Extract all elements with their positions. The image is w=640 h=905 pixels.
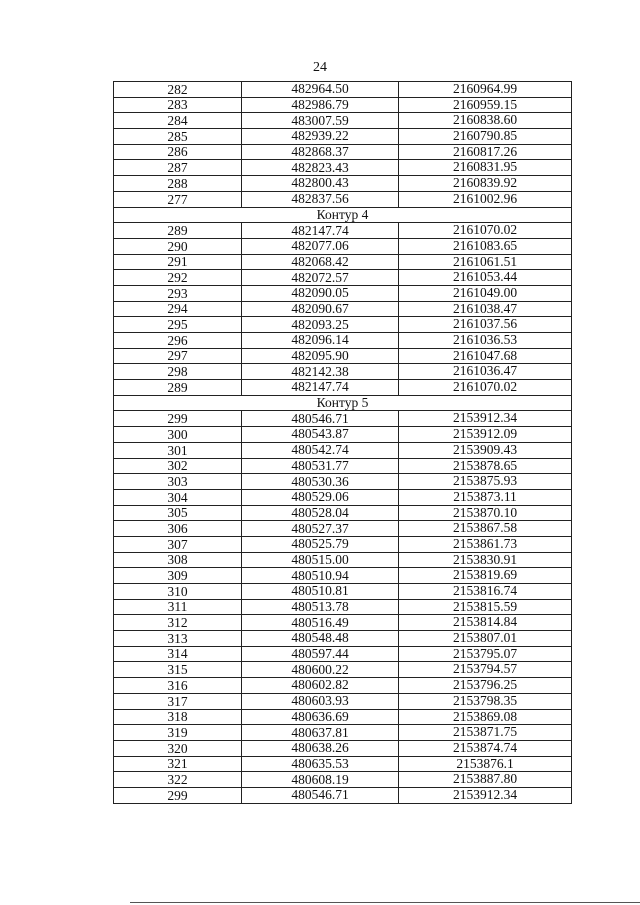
x-coordinate-cell: 480543.87 <box>242 427 399 443</box>
x-coordinate-cell: 480513.78 <box>242 599 399 615</box>
x-coordinate-cell: 480546.71 <box>242 411 399 427</box>
table-row <box>114 270 572 286</box>
table-row <box>114 82 572 98</box>
y-coordinate-cell: 2153795.07 <box>399 646 572 662</box>
point-number-cell: 311 <box>114 599 242 615</box>
table-row <box>114 176 572 192</box>
table-row <box>114 756 572 772</box>
point-number-cell: 298 <box>114 364 242 380</box>
table-row <box>114 709 572 725</box>
table-row <box>114 317 572 333</box>
point-number-cell: 294 <box>114 301 242 317</box>
point-number-cell: 299 <box>114 411 242 427</box>
y-coordinate-cell: 2161070.02 <box>399 223 572 239</box>
table-row <box>114 662 572 678</box>
table-row <box>114 254 572 270</box>
point-number-cell: 288 <box>114 176 242 192</box>
table-row <box>114 693 572 709</box>
table-row <box>114 333 572 349</box>
x-coordinate-cell: 482837.56 <box>242 191 399 207</box>
y-coordinate-cell: 2153807.01 <box>399 631 572 647</box>
y-coordinate-cell: 2153870.10 <box>399 505 572 521</box>
table-row <box>114 599 572 615</box>
y-coordinate-cell: 2153794.57 <box>399 662 572 678</box>
y-coordinate-cell: 2161038.47 <box>399 301 572 317</box>
x-coordinate-cell: 482077.06 <box>242 238 399 254</box>
y-coordinate-cell: 2153830.91 <box>399 552 572 568</box>
point-number-cell: 302 <box>114 458 242 474</box>
x-coordinate-cell: 480531.77 <box>242 458 399 474</box>
table-row <box>114 411 572 427</box>
x-coordinate-cell: 480597.44 <box>242 646 399 662</box>
x-coordinate-cell: 482823.43 <box>242 160 399 176</box>
point-number-cell: 316 <box>114 678 242 694</box>
x-coordinate-cell: 480527.37 <box>242 521 399 537</box>
x-coordinate-cell: 480525.79 <box>242 536 399 552</box>
point-number-cell: 282 <box>114 82 242 98</box>
x-coordinate-cell: 480548.48 <box>242 631 399 647</box>
x-coordinate-cell: 480516.49 <box>242 615 399 631</box>
y-coordinate-cell: 2161036.47 <box>399 364 572 380</box>
y-coordinate-cell: 2153912.09 <box>399 427 572 443</box>
table-row <box>114 160 572 176</box>
table-row <box>114 113 572 129</box>
table-row <box>114 631 572 647</box>
y-coordinate-cell: 2153798.35 <box>399 693 572 709</box>
y-coordinate-cell: 2153875.93 <box>399 474 572 490</box>
x-coordinate-cell: 480638.26 <box>242 740 399 756</box>
point-number-cell: 321 <box>114 756 242 772</box>
x-coordinate-cell: 480528.04 <box>242 505 399 521</box>
x-coordinate-cell: 482868.37 <box>242 144 399 160</box>
point-number-cell: 307 <box>114 536 242 552</box>
point-number-cell: 289 <box>114 223 242 239</box>
table-row <box>114 97 572 113</box>
table-row <box>114 129 572 145</box>
point-number-cell: 319 <box>114 725 242 741</box>
point-number-cell: 292 <box>114 270 242 286</box>
point-number-cell: 318 <box>114 709 242 725</box>
table-row <box>114 238 572 254</box>
point-number-cell: 315 <box>114 662 242 678</box>
table-row <box>114 348 572 364</box>
point-number-cell: 291 <box>114 254 242 270</box>
y-coordinate-cell: 2153912.34 <box>399 411 572 427</box>
y-coordinate-cell: 2153796.25 <box>399 678 572 694</box>
point-number-cell: 277 <box>114 191 242 207</box>
x-coordinate-cell: 480529.06 <box>242 489 399 505</box>
y-coordinate-cell: 2153876.1 <box>399 756 572 772</box>
point-number-cell: 317 <box>114 693 242 709</box>
table-row <box>114 678 572 694</box>
x-coordinate-cell: 480602.82 <box>242 678 399 694</box>
point-number-cell: 308 <box>114 552 242 568</box>
x-coordinate-cell: 482800.43 <box>242 176 399 192</box>
y-coordinate-cell: 2161061.51 <box>399 254 572 270</box>
page-bottom-rule <box>130 902 640 903</box>
table-row <box>114 474 572 490</box>
table-row <box>114 380 572 396</box>
x-coordinate-cell: 480510.81 <box>242 584 399 600</box>
table-row <box>114 191 572 207</box>
contour-label: Контур 4 <box>114 207 572 223</box>
x-coordinate-cell: 482986.79 <box>242 97 399 113</box>
x-coordinate-cell: 480635.53 <box>242 756 399 772</box>
y-coordinate-cell: 2153873.11 <box>399 489 572 505</box>
table-row <box>114 489 572 505</box>
y-coordinate-cell: 2160964.99 <box>399 82 572 98</box>
point-number-cell: 285 <box>114 129 242 145</box>
y-coordinate-cell: 2161036.53 <box>399 333 572 349</box>
y-coordinate-cell: 2153909.43 <box>399 442 572 458</box>
y-coordinate-cell: 2160831.95 <box>399 160 572 176</box>
table-row <box>114 787 572 803</box>
point-number-cell: 284 <box>114 113 242 129</box>
x-coordinate-cell: 483007.59 <box>242 113 399 129</box>
table-row <box>114 223 572 239</box>
point-number-cell: 283 <box>114 97 242 113</box>
table-row <box>114 552 572 568</box>
contour-header-row <box>114 395 572 411</box>
y-coordinate-cell: 2161083.65 <box>399 238 572 254</box>
x-coordinate-cell: 480636.69 <box>242 709 399 725</box>
point-number-cell: 303 <box>114 474 242 490</box>
point-number-cell: 320 <box>114 740 242 756</box>
y-coordinate-cell: 2153815.59 <box>399 599 572 615</box>
y-coordinate-cell: 2153867.58 <box>399 521 572 537</box>
y-coordinate-cell: 2160959.15 <box>399 97 572 113</box>
x-coordinate-cell: 482096.14 <box>242 333 399 349</box>
point-number-cell: 300 <box>114 427 242 443</box>
y-coordinate-cell: 2153887.80 <box>399 772 572 788</box>
x-coordinate-cell: 480600.22 <box>242 662 399 678</box>
x-coordinate-cell: 482090.05 <box>242 285 399 301</box>
y-coordinate-cell: 2153871.75 <box>399 725 572 741</box>
point-number-cell: 301 <box>114 442 242 458</box>
coordinates-table-body <box>114 82 572 804</box>
x-coordinate-cell: 482939.22 <box>242 129 399 145</box>
point-number-cell: 299 <box>114 787 242 803</box>
point-number-cell: 295 <box>114 317 242 333</box>
table-row <box>114 427 572 443</box>
x-coordinate-cell: 480530.36 <box>242 474 399 490</box>
table-row <box>114 458 572 474</box>
x-coordinate-cell: 482093.25 <box>242 317 399 333</box>
point-number-cell: 314 <box>114 646 242 662</box>
x-coordinate-cell: 480546.71 <box>242 787 399 803</box>
point-number-cell: 304 <box>114 489 242 505</box>
contour-header-row <box>114 207 572 223</box>
y-coordinate-cell: 2161053.44 <box>399 270 572 286</box>
table-row <box>114 740 572 756</box>
y-coordinate-cell: 2160817.26 <box>399 144 572 160</box>
y-coordinate-cell: 2153912.34 <box>399 787 572 803</box>
x-coordinate-cell: 480542.74 <box>242 442 399 458</box>
point-number-cell: 312 <box>114 615 242 631</box>
point-number-cell: 286 <box>114 144 242 160</box>
point-number-cell: 322 <box>114 772 242 788</box>
point-number-cell: 313 <box>114 631 242 647</box>
y-coordinate-cell: 2161047.68 <box>399 348 572 364</box>
x-coordinate-cell: 482095.90 <box>242 348 399 364</box>
table-row <box>114 646 572 662</box>
table-row <box>114 725 572 741</box>
x-coordinate-cell: 482142.38 <box>242 364 399 380</box>
x-coordinate-cell: 480608.19 <box>242 772 399 788</box>
coordinates-table <box>113 81 572 804</box>
y-coordinate-cell: 2153861.73 <box>399 536 572 552</box>
x-coordinate-cell: 480603.93 <box>242 693 399 709</box>
point-number-cell: 289 <box>114 380 242 396</box>
y-coordinate-cell: 2153874.74 <box>399 740 572 756</box>
y-coordinate-cell: 2160839.92 <box>399 176 572 192</box>
point-number-cell: 293 <box>114 285 242 301</box>
table-row <box>114 536 572 552</box>
y-coordinate-cell: 2160790.85 <box>399 129 572 145</box>
table-row <box>114 442 572 458</box>
x-coordinate-cell: 482090.67 <box>242 301 399 317</box>
y-coordinate-cell: 2153819.69 <box>399 568 572 584</box>
table-row <box>114 144 572 160</box>
y-coordinate-cell: 2160838.60 <box>399 113 572 129</box>
point-number-cell: 305 <box>114 505 242 521</box>
table-row <box>114 505 572 521</box>
table-row <box>114 568 572 584</box>
y-coordinate-cell: 2161002.96 <box>399 191 572 207</box>
point-number-cell: 290 <box>114 238 242 254</box>
x-coordinate-cell: 482964.50 <box>242 82 399 98</box>
table-row <box>114 615 572 631</box>
page-number: 24 <box>313 60 327 75</box>
y-coordinate-cell: 2153869.08 <box>399 709 572 725</box>
point-number-cell: 306 <box>114 521 242 537</box>
y-coordinate-cell: 2153816.74 <box>399 584 572 600</box>
table-row <box>114 364 572 380</box>
contour-label: Контур 5 <box>114 395 572 411</box>
y-coordinate-cell: 2161037.56 <box>399 317 572 333</box>
table-row <box>114 285 572 301</box>
x-coordinate-cell: 480637.81 <box>242 725 399 741</box>
x-coordinate-cell: 482147.74 <box>242 380 399 396</box>
y-coordinate-cell: 2153814.84 <box>399 615 572 631</box>
x-coordinate-cell: 480515.00 <box>242 552 399 568</box>
point-number-cell: 309 <box>114 568 242 584</box>
table-row <box>114 301 572 317</box>
point-number-cell: 296 <box>114 333 242 349</box>
y-coordinate-cell: 2161049.00 <box>399 285 572 301</box>
x-coordinate-cell: 480510.94 <box>242 568 399 584</box>
x-coordinate-cell: 482072.57 <box>242 270 399 286</box>
x-coordinate-cell: 482068.42 <box>242 254 399 270</box>
point-number-cell: 297 <box>114 348 242 364</box>
table-row <box>114 584 572 600</box>
point-number-cell: 287 <box>114 160 242 176</box>
x-coordinate-cell: 482147.74 <box>242 223 399 239</box>
y-coordinate-cell: 2153878.65 <box>399 458 572 474</box>
table-row <box>114 521 572 537</box>
y-coordinate-cell: 2161070.02 <box>399 380 572 396</box>
point-number-cell: 310 <box>114 584 242 600</box>
table-row <box>114 772 572 788</box>
